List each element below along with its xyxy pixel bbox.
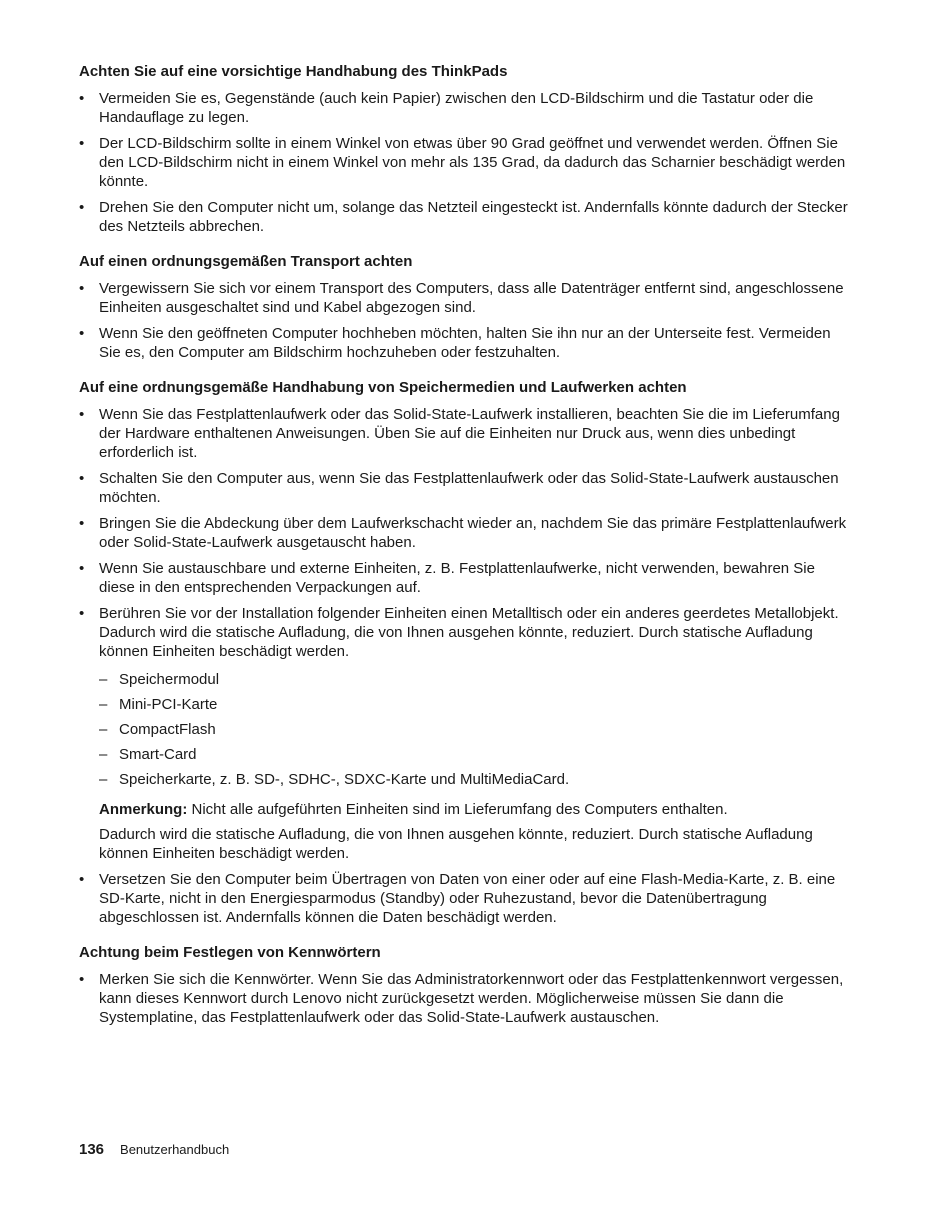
list-item-text: Wenn Sie das Festplattenlaufwerk oder das Solid-State-Laufwerk installieren, beachten Sie die im Lieferumfang der Hardware enthaltenen Anweisungen. Üben Sie auf die Einheiten nur Druck aus, wenn dies unbedingt erforderlich ist. xyxy=(99,406,840,461)
sub-list-item xyxy=(99,695,849,714)
list-item xyxy=(79,559,849,597)
bullet-icon: • xyxy=(79,470,85,487)
list-item-text: Schalten Sie den Computer aus, wenn Sie das Festplattenlaufwerk oder das Solid-State-Laufwerk austauschen möchten. xyxy=(99,470,839,506)
list-item xyxy=(79,870,849,927)
list-item-text: Versetzen Sie den Computer beim Übertragen von Daten von einer oder auf eine Flash-Media-Karte, z. B. eine SD-Karte, nicht in den Energiesparmodus (Standby) oder Ruhezustand, bevor die Datenübertragung abgeschlossen ist. Andernfalls können die Daten beschädigt werden. xyxy=(99,871,836,926)
bullet-icon: • xyxy=(79,871,85,888)
list-item-text: Merken Sie sich die Kennwörter. Wenn Sie das Administratorkennwort oder das Festplattenkennwort vergessen, kann dieses Kennwort durch Lenovo nicht zurückgesetzt werden. Möglicherweise müssen Sie dann die Systemplatine, das Festplattenlaufwerk oder das Solid-State-Laufwerk austauschen. xyxy=(99,971,844,1026)
sub-list-item xyxy=(99,770,849,789)
section-thinkpad-handling xyxy=(79,62,849,236)
bullet-list xyxy=(79,279,849,362)
list-item xyxy=(79,405,849,462)
list-item-text: Bringen Sie die Abdeckung über dem Laufwerkschacht wieder an, nachdem Sie das primäre Festplattenlaufwerk oder Solid-State-Laufwerk ausgetauscht haben. xyxy=(99,515,847,551)
sub-list-item-text: Speichermodul xyxy=(119,671,220,688)
sub-list-item-text: Smart-Card xyxy=(119,746,197,763)
document-title: Benutzerhandbuch xyxy=(120,1142,230,1157)
list-item-text: Wenn Sie austauschbare und externe Einheiten, z. B. Festplattenlaufwerke, nicht verwenden, bewahren Sie diese in den entsprechenden Verpackungen auf. xyxy=(99,560,815,596)
list-item xyxy=(79,324,849,362)
bullet-icon: • xyxy=(79,135,85,152)
note-text: Nicht alle aufgeführten Einheiten sind im Lieferumfang des Computers enthalten. xyxy=(191,801,728,818)
dash-icon: – xyxy=(99,671,108,688)
list-item xyxy=(79,279,849,317)
list-item-text: Vergewissern Sie sich vor einem Transport des Computers, dass alle Datenträger entfernt sind, angeschlossene Einheiten ausgeschaltet sind und Kabel abgezogen sind. xyxy=(99,280,844,316)
list-item-text: Drehen Sie den Computer nicht um, solange das Netzteil eingesteckt ist. Andernfalls könnte dadurch der Stecker des Netzteils abbrechen. xyxy=(99,199,848,235)
note-label: Anmerkung: xyxy=(99,801,188,818)
section-heading: Achten Sie auf eine vorsichtige Handhabung des ThinkPads xyxy=(79,63,508,80)
bullet-list xyxy=(79,405,849,927)
list-item-text: Vermeiden Sie es, Gegenstände (auch kein Papier) zwischen den LCD-Bildschirm und die Tastatur oder die Handauflage zu legen. xyxy=(99,90,814,126)
bullet-list xyxy=(79,89,849,236)
note-paragraph: Dadurch wird die statische Aufladung, die von Ihnen ausgehen könnte, reduziert. Durch statische Aufladung können Einheiten beschädigt werden. xyxy=(99,826,813,862)
bullet-icon: • xyxy=(79,971,85,988)
list-item-text: Der LCD-Bildschirm sollte in einem Winkel von etwas über 90 Grad geöffnet und verwendet werden. Öffnen Sie den LCD-Bildschirm nicht in einem Winkel von mehr als 135 Grad, da dadurch das Scharnier beschädigt werden könnte. xyxy=(99,135,846,190)
list-item xyxy=(79,89,849,127)
sub-list xyxy=(99,670,849,789)
list-item xyxy=(79,514,849,552)
list-item-text: Berühren Sie vor der Installation folgender Einheiten einen Metalltisch oder ein anderes geerdetes Metallobjekt. Dadurch wird die statische Aufladung, die von Ihnen ausgehen könnte, reduziert. Durch statische Aufladung können Einheiten beschädigt werden. xyxy=(99,605,839,660)
page-footer xyxy=(79,1141,229,1159)
list-item xyxy=(79,604,849,863)
list-item xyxy=(79,469,849,507)
bullet-icon: • xyxy=(79,90,85,107)
page-number: 136 xyxy=(79,1141,105,1158)
section-heading: Auf eine ordnungsgemäße Handhabung von Speichermedien und Laufwerken achten xyxy=(79,379,687,396)
sub-list-item xyxy=(99,670,849,689)
dash-icon: – xyxy=(99,696,108,713)
dash-icon: – xyxy=(99,746,108,763)
bullet-list xyxy=(79,970,849,1027)
note-block xyxy=(99,800,849,863)
section-storage-media xyxy=(79,378,849,927)
section-heading: Achtung beim Festlegen von Kennwörtern xyxy=(79,944,381,961)
list-item xyxy=(79,198,849,236)
bullet-icon: • xyxy=(79,325,85,342)
dash-icon: – xyxy=(99,771,108,788)
bullet-icon: • xyxy=(79,280,85,297)
list-item xyxy=(79,970,849,1027)
list-item xyxy=(79,134,849,191)
list-item-text: Wenn Sie den geöffneten Computer hochheben möchten, halten Sie ihn nur an der Unterseite fest. Vermeiden Sie es, den Computer am Bildschirm hochzuheben oder festzuhalten. xyxy=(99,325,831,361)
bullet-icon: • xyxy=(79,560,85,577)
sub-list-item-text: CompactFlash xyxy=(119,721,216,738)
document-page xyxy=(79,62,849,1027)
sub-list-item xyxy=(99,720,849,739)
section-transport xyxy=(79,252,849,362)
dash-icon: – xyxy=(99,721,108,738)
sub-list-item xyxy=(99,745,849,764)
section-passwords xyxy=(79,943,849,1027)
sub-list-item-text: Mini-PCI-Karte xyxy=(119,696,218,713)
bullet-icon: • xyxy=(79,406,85,423)
bullet-icon: • xyxy=(79,199,85,216)
bullet-icon: • xyxy=(79,515,85,532)
note-line xyxy=(99,800,849,819)
bullet-icon: • xyxy=(79,605,85,622)
sub-list-item-text: Speicherkarte, z. B. SD-, SDHC-, SDXC-Karte und MultiMediaCard. xyxy=(119,771,570,788)
section-heading: Auf einen ordnungsgemäßen Transport achten xyxy=(79,253,413,270)
